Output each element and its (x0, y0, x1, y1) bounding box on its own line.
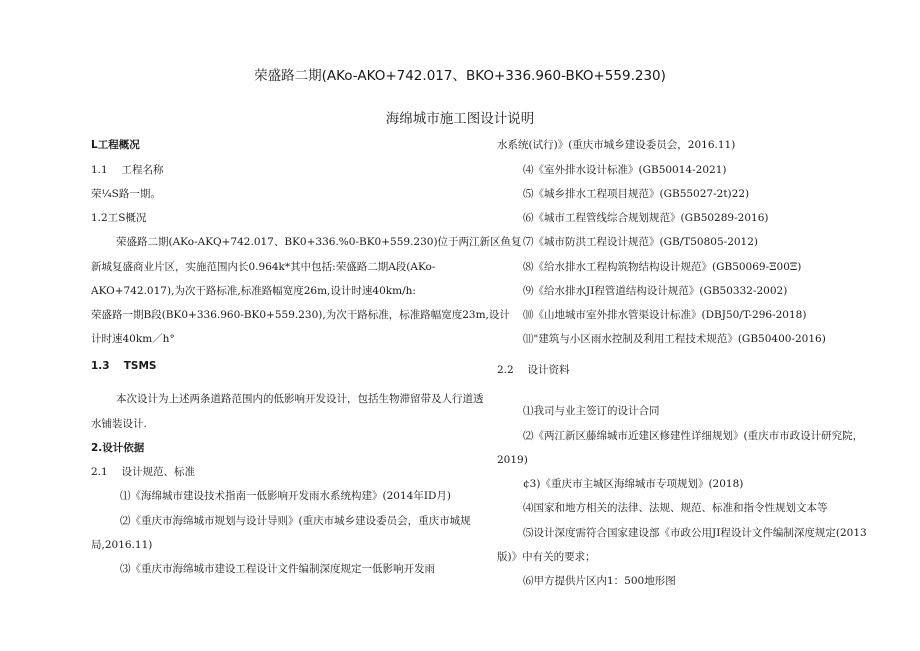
standard-item: ⑵《重庆市海绵城市规划与设计导则》(重庆市城乡建设委员会，重庆市城规 (120, 515, 471, 527)
standard-item: ⑼《给水排水JI程管道结构设计规范》(GB50332-2002) (523, 285, 788, 297)
summary-line: 计时速40km／h° (91, 333, 175, 345)
standard-item: ⑻《给水排水工程构筑物结构设计规范》(GB50069-Ξ00Ξ) (523, 261, 802, 273)
standard-item: ⑴《海绵城市建设技术指南一低影响开发雨水系统构建》(2014年ID月) (120, 490, 451, 502)
material-item: 版)》中有关的要求； (497, 551, 596, 563)
summary-line: AKO+742.017),为次干路标准,标准路幅宽度26m,设计时速40km/h: (91, 285, 416, 297)
standard-item: ⑷《室外排水设计标准》(GB50014-2021) (523, 164, 727, 176)
scope-line: 水铺装设计. (91, 418, 147, 430)
summary-line: 荣盛路一期B段(BK0+336.960-BK0+559.230),为次干路标准，标准路幅宽度23m,设计 (91, 309, 510, 321)
standard-item-continued: 水系统(试行)》(重庆市城乡建设委员会，2016.11) (497, 139, 736, 151)
section-heading-standards: 2.1 设计规范、标准 (91, 466, 196, 478)
section-heading-overview: L工程概况 (91, 139, 140, 151)
section-heading-project-name: 1.1 工程名称 (91, 164, 164, 176)
material-item: ⑷国家和地方相关的法律、法规、规范、标准和指令性规划文本等 (523, 502, 828, 514)
standard-item: ⑺《城市防洪工程设计规范》(GB/T50805-2012) (523, 236, 759, 248)
section-heading-basis: 2.设计依据 (91, 442, 145, 454)
standard-item: ⑹《城市工程管线综合规划规范》(GB50289-2016) (523, 212, 769, 224)
project-name-text: 荣¼S路一期。 (91, 188, 161, 200)
section-heading-scope: 1.3 TSMS (91, 360, 157, 372)
section-heading-project-summary: 1.2工S概况 (91, 212, 147, 224)
section-heading-design-materials: 2.2 设计资料 (497, 364, 570, 376)
standard-item: ⑾"建筑与小区雨水控制及利用工程技术规范》(GB50400-2016) (523, 333, 826, 345)
material-item: ¢3)《重庆市主城区海绵城市专项规划》(2018) (523, 478, 744, 490)
standard-item: 局,2016.11) (91, 539, 153, 551)
material-item: ⑹甲方提供片区内1：500地形图 (523, 575, 676, 587)
summary-line: 荣盛路二期(AKo-AKQ+742.017、BK0+336.%0-BK0+559.230)位于两江新区鱼复 (116, 236, 522, 248)
document-title: 荣盛路二期(AKo-AKO+742.017、BKO+336.960-BKO+559.230) (254, 68, 666, 84)
material-item: ⑴我司与业主签订的设计合同 (523, 405, 660, 417)
scope-line: 本次设计为上述两条道路范围内的低影响开发设计，包括生物滞留带及人行道透 (116, 393, 484, 405)
material-item: 2019) (497, 454, 528, 466)
standard-item: ⑶《重庆市海绵城市建设工程设计文件编制深度规定一低影响开发雨 (120, 563, 435, 575)
standard-item: ⑸《城乡排水工程项目规范》(GB55027-2t)22) (523, 188, 750, 200)
standard-item: ⑽《山地城市室外排水管渠设计标准》(DBJ50/T-296-2018) (523, 309, 807, 321)
material-item: ⑸设计深度需符合国家建设部《市政公用JI程设计文件编制深度规定(2013 (523, 527, 867, 539)
document-subtitle: 海绵城市施工图设计说明 (385, 111, 535, 127)
summary-line: 新城复盛商业片区，实施范围内长0.964k*其中包括:荣盛路二期A段(AKo- (91, 261, 436, 273)
material-item: ⑵《两江新区藤绵城市近建区修建性详细规划》(重庆市市政设计研究院， (523, 430, 864, 442)
